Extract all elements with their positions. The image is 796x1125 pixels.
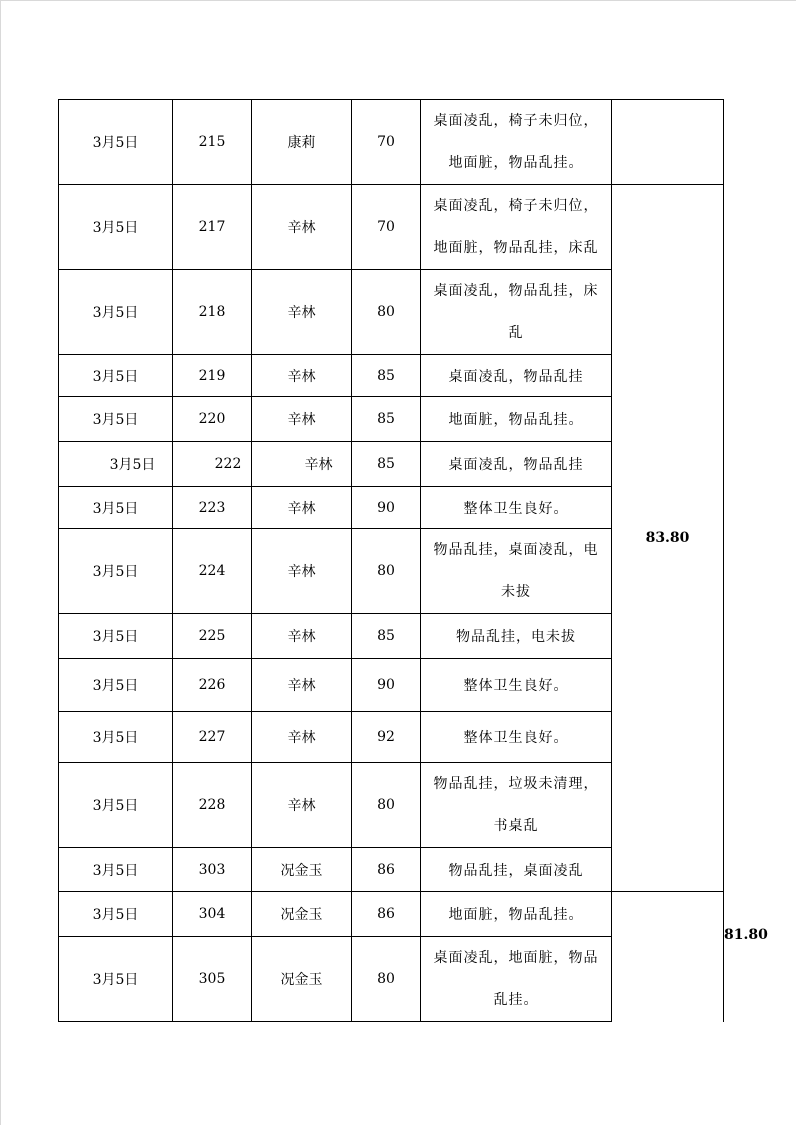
room-cell: 218 [173, 270, 252, 355]
room-cell: 222 [173, 442, 252, 487]
date-cell: 3月5日 [59, 659, 173, 712]
score-cell: 92 [352, 712, 421, 763]
score-cell: 80 [352, 937, 421, 1022]
score-cell: 80 [352, 763, 421, 848]
room-cell: 228 [173, 763, 252, 848]
issue-cell: 整体卫生良好。 [421, 659, 612, 712]
name-cell: 辛林 [252, 763, 352, 848]
issue-cell: 地面脏，物品乱挂。 [421, 397, 612, 442]
date-cell: 3月5日 [59, 487, 173, 529]
score-cell: 85 [352, 442, 421, 487]
name-cell: 况金玉 [252, 937, 352, 1022]
date-cell: 3月5日 [59, 442, 173, 487]
date-cell: 3月5日 [59, 185, 173, 270]
date-cell: 3月5日 [59, 892, 173, 937]
score-cell: 86 [352, 892, 421, 937]
score-cell: 85 [352, 397, 421, 442]
score-cell: 70 [352, 100, 421, 185]
name-cell: 辛林 [252, 355, 352, 397]
name-cell: 辛林 [252, 659, 352, 712]
date-cell: 3月5日 [59, 614, 173, 659]
room-cell: 226 [173, 659, 252, 712]
name-cell: 况金玉 [252, 848, 352, 892]
name-cell: 况金玉 [252, 892, 352, 937]
issue-cell: 整体卫生良好。 [421, 712, 612, 763]
table-row [59, 892, 724, 937]
name-cell: 辛林 [252, 270, 352, 355]
name-cell: 辛林 [252, 442, 352, 487]
room-cell: 220 [173, 397, 252, 442]
name-cell: 康莉 [252, 100, 352, 185]
score-cell: 85 [352, 614, 421, 659]
score-cell: 90 [352, 659, 421, 712]
room-cell: 304 [173, 892, 252, 937]
date-cell: 3月5日 [59, 763, 173, 848]
issue-cell: 桌面凌乱，椅子未归位，地面脏，物品乱挂，床乱 [421, 185, 612, 270]
issue-cell: 桌面凌乱，物品乱挂，床乱 [421, 270, 612, 355]
issue-cell: 物品乱挂，桌面凌乱，电未拔 [421, 529, 612, 614]
name-cell: 辛林 [252, 614, 352, 659]
name-cell: 辛林 [252, 487, 352, 529]
issue-cell: 整体卫生良好。 [421, 487, 612, 529]
summary-cell-empty [612, 100, 724, 185]
score-cell: 80 [352, 529, 421, 614]
room-cell: 217 [173, 185, 252, 270]
room-cell: 224 [173, 529, 252, 614]
date-cell: 3月5日 [59, 270, 173, 355]
date-cell: 3月5日 [59, 355, 173, 397]
date-cell: 3月5日 [59, 529, 173, 614]
issue-cell: 桌面凌乱，椅子未归位，地面脏，物品乱挂。 [421, 100, 612, 185]
score-cell: 90 [352, 487, 421, 529]
table-row: 3月5日 303 况金玉 86 物品乱挂，桌面凌乱 81.80 [59, 848, 724, 892]
issue-cell: 地面脏，物品乱挂。 [421, 892, 612, 937]
room-cell: 225 [173, 614, 252, 659]
date-cell: 3月5日 [59, 712, 173, 763]
group-average-score: 83.80 [612, 185, 724, 892]
room-cell: 223 [173, 487, 252, 529]
score-cell: 86 [352, 848, 421, 892]
date-cell: 3月5日 [59, 848, 173, 892]
date-cell: 3月5日 [59, 397, 173, 442]
table-row [59, 185, 724, 270]
date-cell: 3月5日 [59, 100, 173, 185]
table-row [59, 937, 724, 1022]
hygiene-inspection-table [58, 99, 768, 1022]
issue-cell: 物品乱挂，垃圾未清理，书桌乱 [421, 763, 612, 848]
room-cell: 215 [173, 100, 252, 185]
table-row [59, 100, 724, 185]
name-cell: 辛林 [252, 185, 352, 270]
date-cell: 3月5日 [59, 937, 173, 1022]
score-cell: 70 [352, 185, 421, 270]
room-cell: 227 [173, 712, 252, 763]
score-cell: 80 [352, 270, 421, 355]
name-cell: 辛林 [252, 712, 352, 763]
issue-cell: 物品乱挂，电未拔 [421, 614, 612, 659]
name-cell: 辛林 [252, 529, 352, 614]
room-cell: 305 [173, 937, 252, 1022]
name-cell: 辛林 [252, 397, 352, 442]
issue-cell: 桌面凌乱，地面脏，物品乱挂。 [421, 937, 612, 1022]
room-cell: 219 [173, 355, 252, 397]
score-cell: 85 [352, 355, 421, 397]
issue-cell: 桌面凌乱，物品乱挂 [421, 355, 612, 397]
issue-cell: 桌面凌乱，物品乱挂 [421, 442, 612, 487]
room-cell: 303 [173, 848, 252, 892]
issue-cell: 物品乱挂，桌面凌乱 [421, 848, 612, 892]
